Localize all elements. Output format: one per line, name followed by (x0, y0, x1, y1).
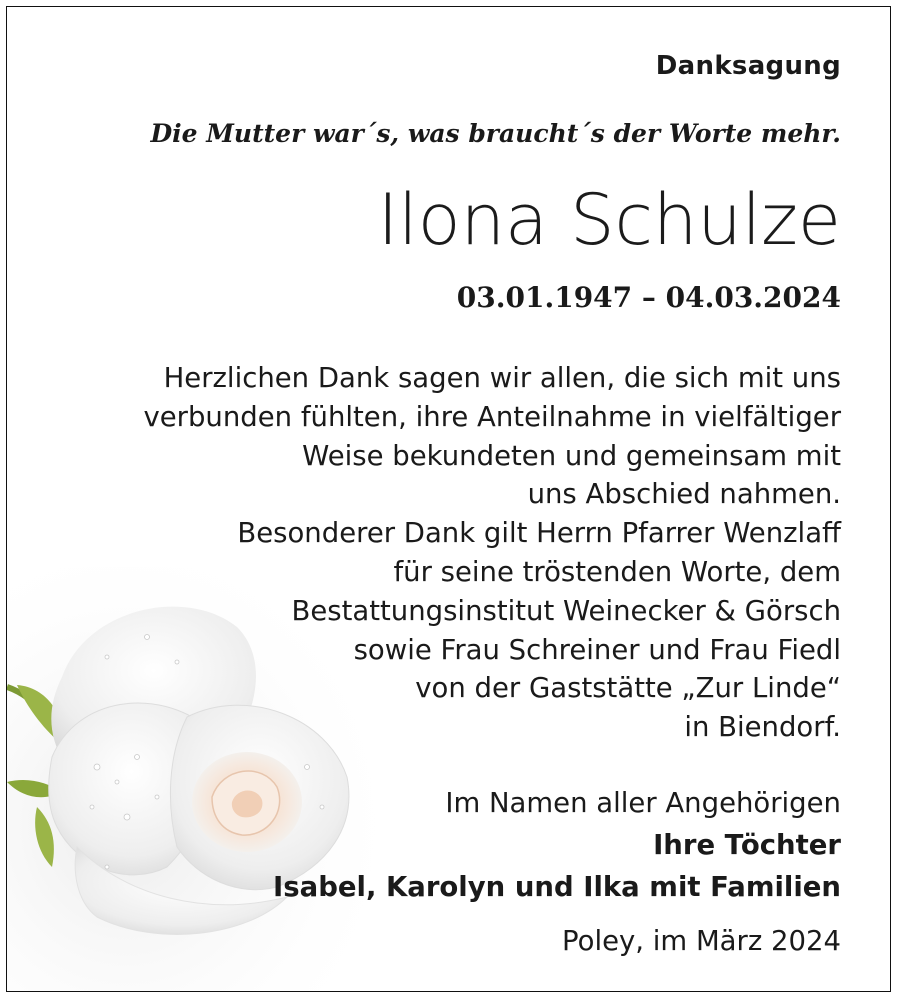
text-line: von der Gaststätte „Zur Linde“ (415, 672, 841, 705)
text-line: verbunden fühlten, ihre Anteilnahme in vielfältiger (143, 400, 841, 433)
quote: Die Mutter war´s, was braucht´s der Worte mehr. (150, 119, 841, 148)
heading: Danksagung (655, 51, 841, 81)
deceased-name: Ilona Schulze (377, 179, 841, 261)
text-line: Herzlichen Dank sagen wir allen, die sich mit uns (163, 362, 841, 394)
signature-block (41, 782, 841, 908)
text-line: für seine tröstenden Worte, dem (393, 555, 841, 588)
text-line: uns Abschied nahmen. (527, 478, 841, 511)
text-line: Besonderer Dank gilt Herrn Pfarrer Wenzlaff (237, 517, 841, 550)
closing-intro: Im Namen aller Angehörigen (445, 787, 841, 819)
thanks-text (41, 359, 841, 747)
closing-relation: Ihre Töchter (653, 829, 841, 861)
place-date: Poley, im März 2024 (562, 925, 841, 957)
text-line: sowie Frau Schreiner und Frau Fiedl (353, 633, 841, 666)
text-line: Bestattungsinstitut Weinecker & Görsch (291, 594, 841, 627)
text-line: Weise bekundeten und gemeinsam mit (302, 439, 841, 472)
closing-names: Isabel, Karolyn und Ilka mit Familien (273, 871, 841, 903)
life-dates: 03.01.1947 – 04.03.2024 (456, 281, 841, 314)
obituary-notice (6, 6, 891, 992)
text-line: in Biendorf. (684, 711, 841, 744)
